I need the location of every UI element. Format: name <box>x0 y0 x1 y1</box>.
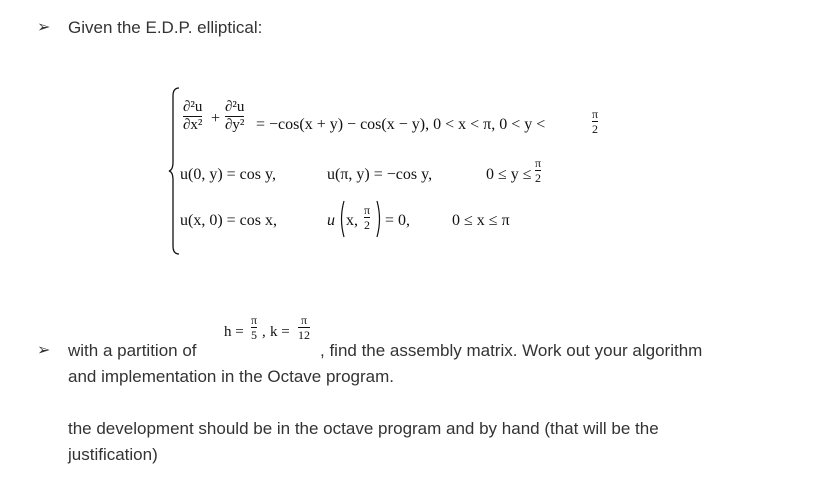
bc-u-zero-y: u(0, y) = cos y, <box>180 166 276 183</box>
bc-u-pi-y: u(π, y) = −cos y, <box>327 166 433 183</box>
find-assembly-text: , find the assembly matrix. Work out your algorithm <box>320 341 703 360</box>
intro-text: Given the E.D.P. elliptical: <box>68 18 263 37</box>
development-note-line2: justification) <box>68 445 158 464</box>
left-paren-icon <box>338 200 346 238</box>
bc1-limit-fraction: π 2 <box>535 156 542 185</box>
pde-y-limit-fraction: π 2 <box>592 107 599 136</box>
bc2-range: 0 ≤ x ≤ π <box>452 212 510 229</box>
bc2-suffix: = 0, <box>385 212 411 229</box>
bc2-inner-x: x, <box>346 212 358 229</box>
h-fraction: π 5 <box>251 313 258 342</box>
bc1-range: 0 ≤ y ≤ <box>486 166 532 183</box>
with-partition-text: with a partition of <box>68 341 197 360</box>
bullet-arrow-icon: ➢ <box>37 342 51 359</box>
plus-sign: + <box>211 110 221 127</box>
development-note-line1: the development should be in the octave program and by hand (that will be the <box>68 419 659 438</box>
bc-u-x-zero: u(x, 0) = cos x, <box>180 212 278 229</box>
bullet-arrow-icon: ➢ <box>37 19 51 36</box>
pde-rhs: = −cos(x + y) − cos(x − y), 0 < x < π, 0 < y < <box>256 116 546 133</box>
bc2-u-symbol: u <box>327 212 335 229</box>
partition-separator: , <box>262 324 266 340</box>
h-label: h = <box>224 324 244 340</box>
bc2-arg-fraction: π 2 <box>364 203 371 232</box>
d2u-dy2-fraction: ∂²u ∂y² <box>225 99 245 133</box>
k-label: k = <box>270 324 290 340</box>
d2u-dx2-fraction: ∂²u ∂x² <box>183 99 203 133</box>
implementation-text: and implementation in the Octave program. <box>68 367 395 386</box>
right-paren-icon <box>375 200 383 238</box>
k-fraction: π 12 <box>298 313 310 342</box>
